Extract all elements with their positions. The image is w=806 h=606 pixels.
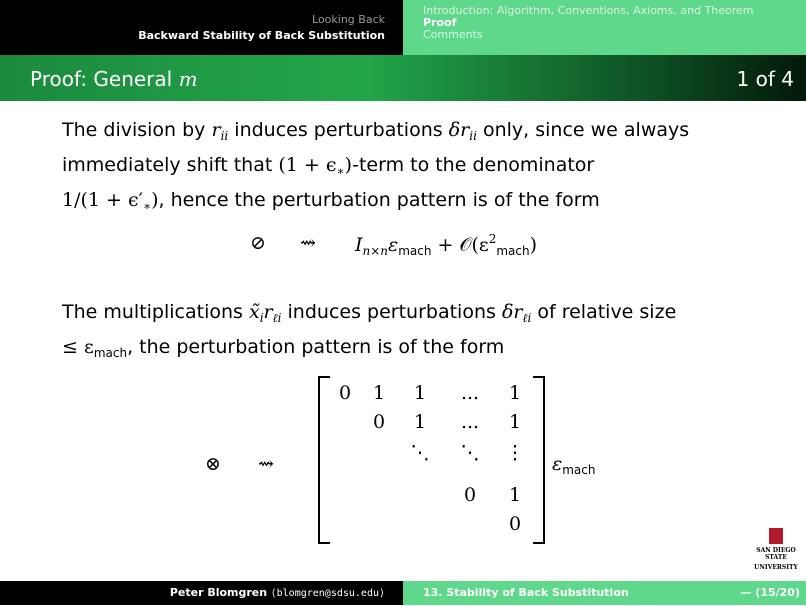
math-sub: mach [562, 463, 596, 477]
math-sub: ℓi [272, 311, 282, 325]
frame-title-bar [0, 55, 806, 101]
math-sub: ∗ [142, 199, 152, 213]
author-name: Peter Blomgren [169, 586, 268, 599]
math-var: ε [388, 234, 399, 256]
leadsto-arrow: ⇝ [258, 453, 274, 475]
math-sup: 2 [488, 232, 497, 246]
logo-text-line2: UNIVERSITY [754, 564, 798, 571]
matrix-right-bracket [533, 376, 545, 544]
math-sub: mach [496, 244, 530, 258]
math-expr: ) [151, 189, 159, 211]
frame-title-var: m [178, 67, 198, 91]
matrix-cell: 1 [508, 382, 522, 404]
math-var: δr [448, 119, 470, 141]
sdsu-shield-icon [769, 528, 783, 544]
math-sub: ii [469, 129, 477, 143]
paragraph-division [62, 116, 752, 221]
matrix-cell: ⋮ [505, 442, 525, 464]
matrix-cell: 0 [338, 382, 352, 404]
matrix-cell: 1 [372, 382, 386, 404]
math-expr: ) [529, 234, 538, 256]
matrix-cell: ⋱ [410, 442, 430, 464]
frame-title [30, 55, 198, 103]
math-sub: n×n [362, 244, 389, 258]
footer-page-number: — (15/20) [740, 586, 800, 599]
footer-section-title[interactable]: 13. Stability of Back Substitution [423, 586, 629, 599]
paragraph-multiplication [62, 298, 752, 368]
text: , the perturbation pattern is of the form [127, 336, 505, 358]
text: The division by [62, 119, 212, 141]
math-var: r [263, 301, 273, 323]
matrix-left-bracket [318, 376, 330, 544]
math-sub: mach [93, 346, 128, 360]
footer-section [403, 581, 806, 605]
nav-section-backward-stability[interactable]: Backward Stability of Back Substitution [138, 29, 385, 42]
math-sub: ∗ [336, 164, 345, 178]
leadsto-arrow: ⇝ [300, 232, 316, 254]
nav-subsection-introduction[interactable]: Introduction: Algorithm, Conventions, Axioms, and Theorem [423, 4, 754, 17]
equation-rhs [355, 232, 537, 258]
text: of relative size [531, 301, 677, 323]
header-section-nav [0, 0, 403, 55]
text: The multiplications [62, 301, 249, 323]
math-var: x̃ [248, 301, 260, 323]
matrix-cell: 1 [413, 411, 427, 433]
otimes-symbol: ⊗ [205, 453, 221, 475]
text: induces perturbations [281, 301, 502, 323]
matrix-cell: 0 [372, 411, 386, 433]
math-expr: ) [344, 154, 353, 176]
math-var: r [211, 119, 221, 141]
matrix-cell: 1 [413, 382, 427, 404]
nav-subsection-comments[interactable]: Comments [423, 28, 483, 41]
matrix-cell: ... [460, 382, 480, 404]
matrix-cell: 0 [508, 513, 522, 535]
logo-text-line1: SAN DIEGO STATE [756, 547, 796, 561]
text: induces perturbations [228, 119, 449, 141]
math-var: I [355, 234, 363, 256]
text: , hence the perturbation pattern is of the form [158, 189, 600, 211]
matrix-cell: 0 [463, 484, 477, 506]
matrix-cell: ... [460, 411, 480, 433]
matrix-scalar [552, 453, 595, 477]
matrix-cell: 1 [508, 484, 522, 506]
text: -term to the denominator [352, 154, 595, 176]
text: only, since we always [476, 119, 690, 141]
oslash-symbol: ⊘ [250, 232, 266, 254]
nav-subsection-proof[interactable]: Proof [423, 16, 457, 29]
math-var: ε [552, 453, 563, 475]
matrix-cell: ⋱ [460, 442, 480, 464]
equation-division-pattern [250, 230, 570, 260]
math-var: δr [501, 301, 523, 323]
footer-author [0, 581, 403, 605]
math-sub: mach [398, 244, 432, 258]
math-expr: 1/(1 + ϵ′ [62, 189, 143, 211]
math-sub: ℓi [522, 311, 532, 325]
math-expr: + 𝒪(ε [431, 234, 489, 256]
matrix-cell: 1 [508, 411, 522, 433]
text: immediately shift that [62, 154, 279, 176]
sdsu-logo [750, 528, 802, 571]
math-expr: (1 + ϵ [278, 154, 337, 176]
math-expr: ≤ ε [62, 336, 94, 358]
author-email[interactable]: ⟨blomgren@sdsu.edu⟩ [270, 588, 385, 599]
nav-section-looking-back[interactable]: Looking Back [312, 13, 385, 26]
frame-page-counter: 1 of 4 [736, 67, 794, 91]
frame-title-text: Proof: General [30, 67, 179, 91]
header-subsection-nav [403, 0, 806, 55]
math-sub: i [259, 311, 264, 325]
math-sub: ii [220, 129, 229, 143]
